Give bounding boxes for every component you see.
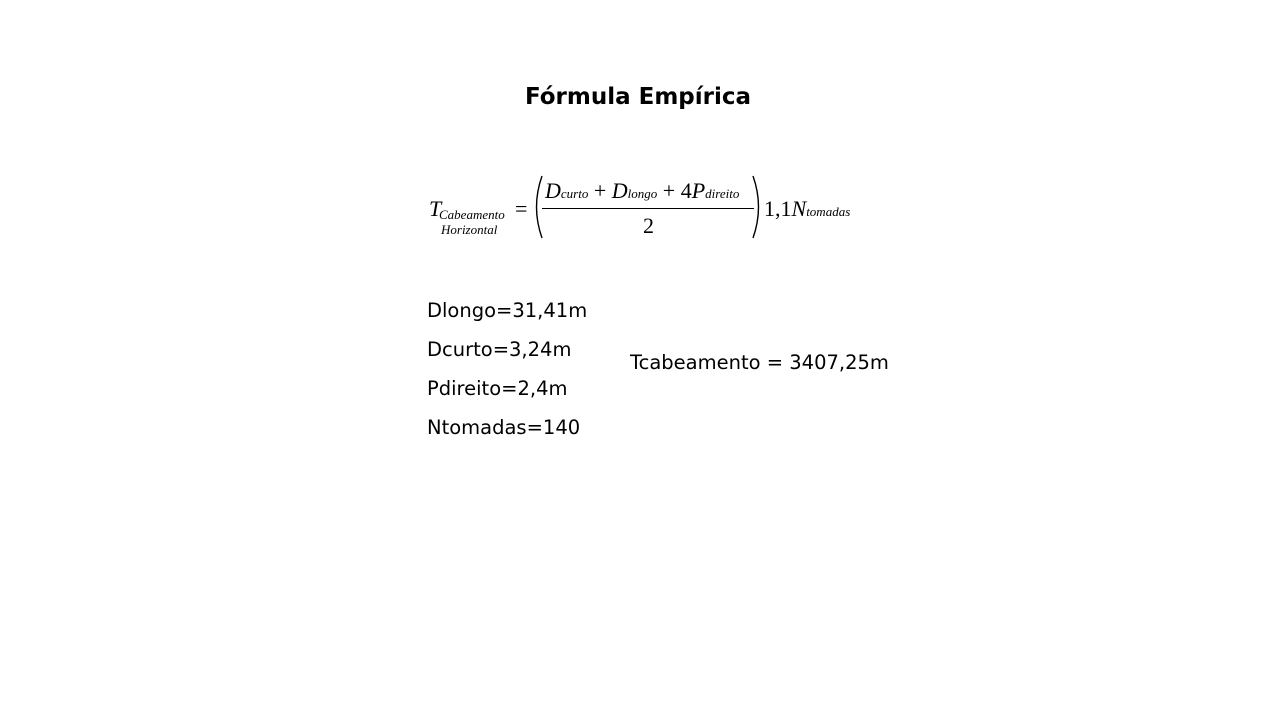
empirical-formula: [428, 174, 858, 240]
formula-equals: =: [515, 196, 528, 221]
formula-n-symbol: N: [791, 196, 807, 221]
numerator-p-direito-subscript: direito: [705, 186, 740, 201]
formula-lhs-symbol: T: [429, 196, 442, 221]
numerator-d-longo-symbol: D: [611, 178, 628, 203]
formula-factor: 1,1: [764, 196, 792, 221]
value-d-curto: Dcurto=3,24m: [427, 338, 572, 361]
numerator-p-direito-symbol: P: [691, 178, 706, 203]
numerator-d-curto-subscript: curto: [560, 186, 589, 201]
value-n-tomadas: Ntomadas=140: [427, 416, 581, 439]
slide-title: Fórmula Empírica: [524, 84, 752, 110]
numerator-plus-2: +: [662, 178, 676, 203]
numerator-d-longo-subscript: longo: [627, 186, 658, 201]
formula-lhs-subscript-1: Cabeamento: [439, 207, 505, 222]
formula-right-paren: [751, 174, 765, 240]
formula-factor-term: [764, 198, 850, 220]
input-values-list: [427, 297, 587, 453]
formula-numerator: [545, 180, 739, 202]
value-d-longo: Dlongo=31,41m: [427, 299, 588, 322]
formula-lhs-subscript-2: Horizontal: [441, 222, 498, 237]
value-p-direito: Pdireito=2,4m: [427, 377, 568, 400]
formula-denominator: 2: [643, 213, 654, 238]
numerator-d-curto-symbol: D: [545, 178, 561, 203]
numerator-coefficient: 4: [680, 178, 692, 203]
formula-left-paren: [530, 174, 544, 240]
fraction-bar: [542, 208, 754, 209]
formula-n-subscript: tomadas: [806, 204, 851, 219]
result-t-cabeamento: Tcabeamento = 3407,25m: [630, 351, 889, 374]
numerator-plus-1: +: [593, 178, 607, 203]
